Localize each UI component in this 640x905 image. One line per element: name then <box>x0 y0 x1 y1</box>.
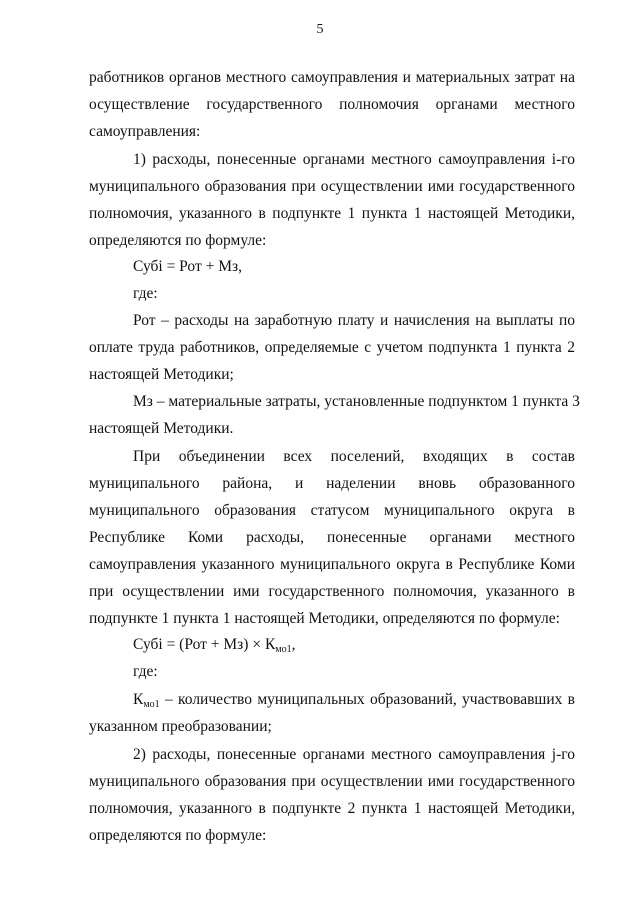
text-line: полномочия, указанного в подпункте 1 пункта 1 настоящей Методики, <box>89 205 575 222</box>
text-line: определяются по формуле: <box>89 232 267 249</box>
formula-line: Субi = Рот + Мз, <box>133 258 243 275</box>
text-line: настоящей Методики; <box>89 366 234 383</box>
text-line: самоуправления: <box>89 123 201 140</box>
paragraph-start: При объединении всех поселений, входящих в состав <box>133 448 575 465</box>
text-line: муниципального образования статусом муниципального округа в <box>89 502 575 519</box>
text-line: подпункте 1 пункта 1 настоящей Методики, определяются по формуле: <box>89 610 560 627</box>
formula-subscript: мо1 <box>275 644 292 655</box>
text-line: муниципального образования при осуществлении ими государственного <box>89 773 575 790</box>
text-line: самоуправления указанного муниципального округа в Республике Коми <box>89 556 575 573</box>
text-line: Республике Коми расходы, понесенные органами местного <box>89 529 575 546</box>
text-line: работников органов местного самоуправления и материальных затрат на <box>89 69 575 86</box>
text-line: оплате труда работников, определяемые с учетом подпункта 1 пункта 2 <box>89 339 575 356</box>
paragraph-start: 2) расходы, понесенные органами местного самоуправления j-го <box>133 746 575 763</box>
where-label: где: <box>133 663 158 680</box>
text-line: при осуществлении ими государственного полномочия, указанного в <box>89 583 575 600</box>
symbol-main: К <box>133 691 144 708</box>
paragraph-start: 1) расходы, понесенные органами местного самоуправления i-го <box>133 151 575 168</box>
text-line: осуществление государственного полномочия органами местного <box>89 96 575 113</box>
paragraph-start: Рот – расходы на заработную плату и начисления на выплаты по <box>133 312 575 329</box>
text-line: муниципального образования при осуществлении ими государственного <box>89 178 575 195</box>
symbol-subscript: мо1 <box>143 699 160 710</box>
formula-line <box>133 634 619 656</box>
text-line: полномочия, указанного в подпункте 2 пункта 1 настоящей Методики, <box>89 800 575 817</box>
paragraph-start <box>133 689 575 711</box>
paragraph-start: Мз – материальные затраты, установленные подпунктом 1 пункта 3 <box>133 393 580 410</box>
text-line: определяются по формуле: <box>89 827 267 844</box>
page-number: 5 <box>316 22 324 37</box>
formula-tail: , <box>291 636 296 653</box>
text-line: настоящей Методики. <box>89 420 234 437</box>
text-line: муниципального района, и наделении вновь образованного <box>89 475 575 492</box>
formula-main: Субi = (Рот + Мз) × К <box>133 636 276 653</box>
symbol-definition: – количество муниципальных образований, участвовавших в <box>159 691 575 708</box>
text-line: указанном преобразовании; <box>89 718 272 735</box>
where-label: где: <box>133 285 158 302</box>
